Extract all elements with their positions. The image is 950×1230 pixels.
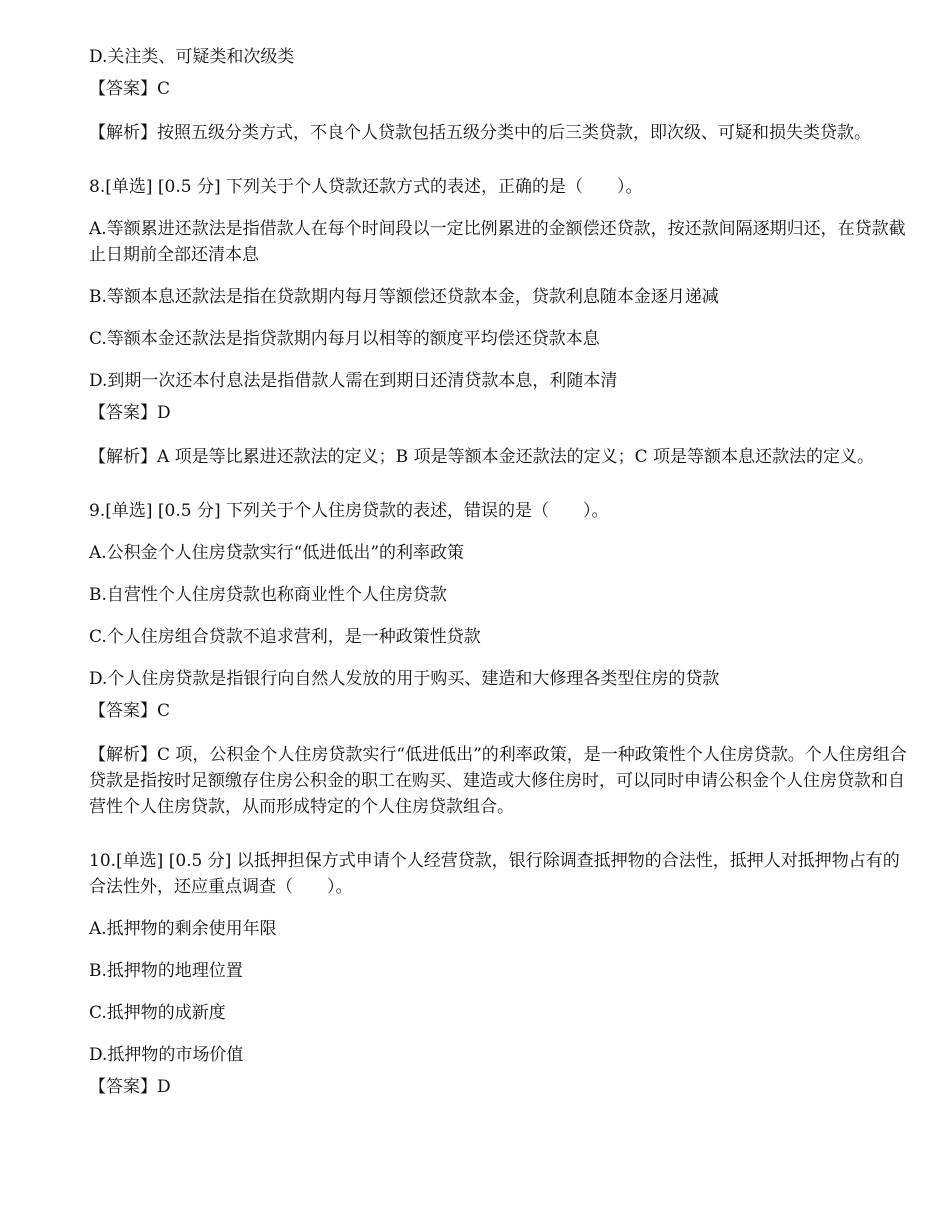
option-d-q9: D.个人住房贷款是指银行向自然人发放的用于购买、建造和大修理各类型住房的贷款 <box>89 669 720 689</box>
option-d-q7: D.关注类、可疑类和次级类 <box>89 47 295 67</box>
analysis-q7: 【解析】按照五级分类方式，不良个人贷款包括五级分类中的后三类贷款，即次级、可疑和损失类贷款。 <box>89 123 871 143</box>
question-9: 9.[单选] [0.5 分] 下列关于个人住房贷款的表述，错误的是（ ）。 <box>89 501 609 521</box>
option-a-q10: A.抵押物的剩余使用年限 <box>89 919 277 939</box>
option-c-q10: C.抵押物的成新度 <box>89 1003 226 1023</box>
analysis-q9: 【解析】C 项，公积金个人住房贷款实行“低进低出”的利率政策，是一种政策性个人住房贷款。个人住房组合贷款是指按时足额缴存住房公积金的职工在购买、建造或大修住房时，可以同时申请公积金个人住房贷款和自营性个人住房贷款，从而形成特定的个人住房贷款组合。 <box>89 745 907 817</box>
option-c-q8: C.等额本金还款法是指贷款期内每月以相等的额度平均偿还贷款本息 <box>89 329 600 349</box>
option-b-q9: B.自营性个人住房贷款也称商业性个人住房贷款 <box>89 585 447 605</box>
answer-q10: 【答案】D <box>89 1077 171 1097</box>
option-b-q10: B.抵押物的地理位置 <box>89 961 243 981</box>
option-c-q9: C.个人住房组合贷款不追求营利，是一种政策性贷款 <box>89 627 481 647</box>
answer-q9: 【答案】C <box>89 701 171 721</box>
document-page <box>89 44 909 1100</box>
answer-q7: 【答案】C <box>89 79 171 99</box>
question-8: 8.[单选] [0.5 分] 下列关于个人贷款还款方式的表述，正确的是（ ）。 <box>89 177 643 197</box>
question-10: 10.[单选] [0.5 分] 以抵押担保方式申请个人经营贷款，银行除调查抵押物的合法性，抵押人对抵押物占有的合法性外，还应重点调查（ ）。 <box>89 851 900 897</box>
option-a-q9: A.公积金个人住房贷款实行“低进低出”的利率政策 <box>89 543 465 563</box>
option-b-q8: B.等额本息还款法是指在贷款期内每月等额偿还贷款本金，贷款利息随本金逐月递减 <box>89 287 719 307</box>
option-d-q10: D.抵押物的市场价值 <box>89 1045 244 1065</box>
answer-q8: 【答案】D <box>89 403 171 423</box>
analysis-q8: 【解析】A 项是等比累进还款法的定义；B 项是等额本金还款法的定义；C 项是等额本息还款法的定义。 <box>89 447 874 467</box>
option-a-q8: A.等额累进还款法是指借款人在每个时间段以一定比例累进的金额偿还贷款，按还款间隔逐期归还，在贷款截止日期前全部还清本息 <box>89 219 906 265</box>
option-d-q8: D.到期一次还本付息法是指借款人需在到期日还清贷款本息，利随本清 <box>89 371 618 391</box>
